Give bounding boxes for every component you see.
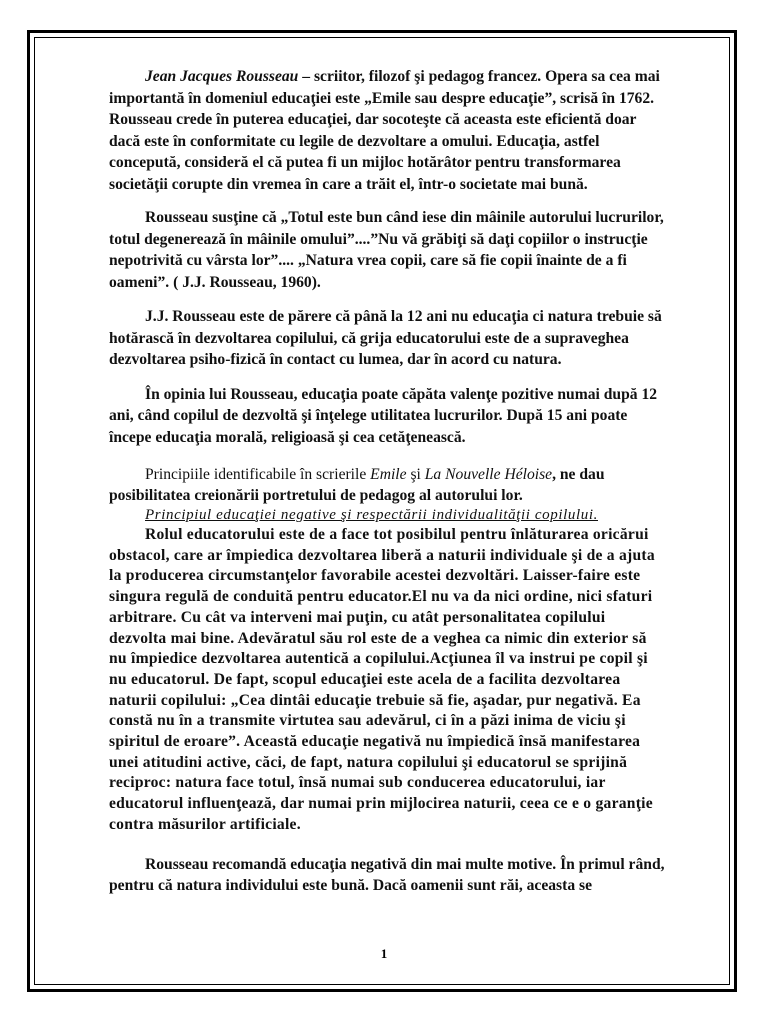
paragraph-age-15: În opinia lui Rousseau, educaţia poate căpăta valenţe pozitive numai după 12 ani, când copilul de dezvoltă şi înţelege utilitatea lucrurilor. După 15 ani poate începe educaţia morală, religioasă şi cea cetăţenească.: [109, 385, 658, 446]
principles-text-c: , ne dau posibilitatea creionării portretului de pedagog al autorului lor.: [109, 466, 605, 504]
principles-text-b: şi: [406, 466, 425, 483]
section-heading: Principiul educaţiei negative şi respectării individualităţii copilului.: [145, 507, 598, 523]
paragraph-negative-education: Rousseau recomandă educaţia negativă din mai multe motive. În primul rând, pentru că natura individului este bună. Dacă oamenii sunt răi, aceasta se: [109, 855, 665, 894]
paragraph-age-12: J.J. Rousseau este de părere că până la 12 ani nu educaţia ci natura trebuie să hotărască în dezvoltarea copilului, că grija educatorului este de a supraveghea dezvoltarea psiho-fizică în contact cu lumea, dar în acord cu natura.: [109, 308, 662, 368]
paragraph-quote: Rousseau susţine că „Totul este bun când iese din mâinile autorului lucrurilor, totul degenerează în mâinile omului”....”Nu vă grăbiţi să daţi copiilor o instrucţie nepotrivită cu vârsta lor”.... „Natura vrea copii, care să fie copii înainte de a fi oameni”. ( J.J. Rousseau, 1960).: [109, 209, 664, 291]
principles-text-a: Principiile identificabile în scrierile: [145, 466, 371, 483]
paragraph-educator-role: Rolul educatorului este de a face tot posibilul pentru înlăturarea oricărui obstacol, care ar împiedica dezvoltarea liberă a naturii individuale şi de a ajuta la producerea circumstanţelor favorabile acestei dezvoltări. Laisser-faire este singura regulă de conduită pentru educator.El nu va da nici ordine, nici sfaturi arbitrare. Cu cât va interveni mai puţin, cu atât personalitatea copilului dezvolta mai bine. Adevăratul său rol este de a veghea ca nimic din exterior să nu împiedice dezvoltarea autentică a copilului.Acţiunea îl va instrui pe copil şi nu educatorul. De fapt, scopul educaţiei este acela de a facilita dezvoltarea naturii copilului: „Cea dintâi educaţie trebuie să fie, aşadar, pur negativă. Ea constă nu în a transmite virtutea sau adevărul, ci în a păzi inima de viciu şi spiritul de eroare”. Această educaţie negativă nu împiedică însă manifestarea unei atitudini active, căci, de fapt, natura copilului şi educatorul se sprijină reciproc: natura face totul, însă numai sub conducerea educatorului, iar educatorul influenţează, dar numai prin mijlocirea naturii, ceea ce e o garanţie contra măsurilor artificiale.: [109, 526, 655, 833]
work-heloise: La Nouvelle Héloise: [424, 466, 553, 483]
paragraph-principles: [109, 464, 665, 506]
author-name: Jean Jacques Rousseau: [145, 68, 299, 85]
work-emile: Emile: [370, 466, 407, 483]
document-body: [109, 66, 665, 896]
page-number: 1: [380, 946, 388, 961]
intro-text: – scriitor, filozof şi pedagog francez. Opera sa cea mai importantă în domeniul educaţiei este „Emile sau despre educaţie”, scrisă în 1762. Rousseau crede în puterea educaţiei, dar socoteşte că aceasta este eficientă doar dacă este în conformitate cu legile de dezvoltare a omului. Educaţia, astfel concepută, consideră el că putea fi un mijloc hotărâtor pentru transformarea societăţii corupte din vremea în care a trăit el, într-o societate mai bună.: [109, 68, 660, 193]
paragraph-intro: [109, 66, 665, 195]
